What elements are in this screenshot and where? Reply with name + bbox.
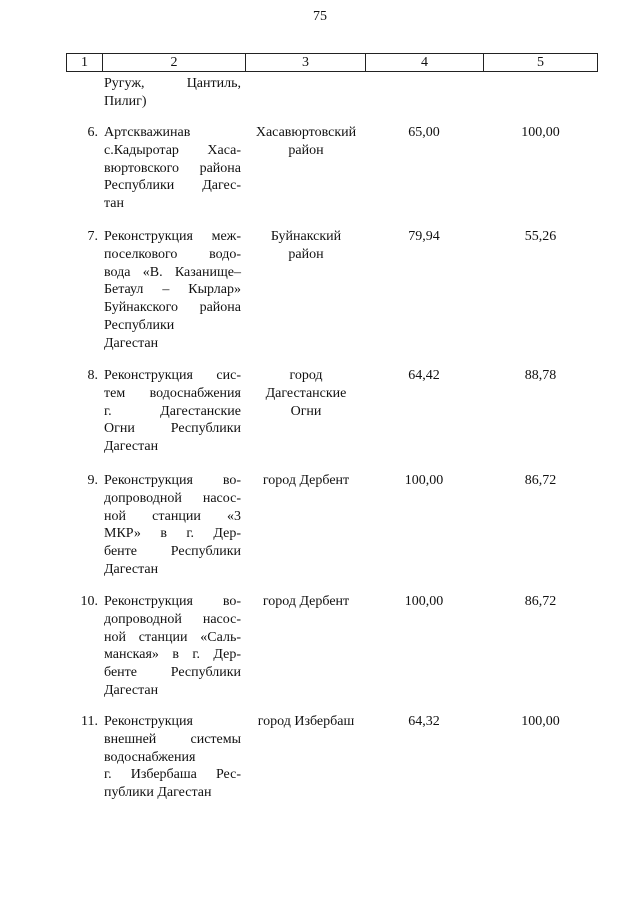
object-name-line: г. Избербаша Рес- xyxy=(104,767,241,783)
object-name-line: внешней системы xyxy=(104,731,241,747)
column-header-5: 5 xyxy=(484,54,598,72)
object-name-line: ной станции «Саль- xyxy=(104,629,241,645)
object-name-line: Реконструкция xyxy=(104,714,193,729)
object-name-line: манская» в г. Дер- xyxy=(104,647,241,663)
district xyxy=(246,124,366,160)
column-header-3: 3 xyxy=(246,54,366,72)
object-name-line: ной станции «3 xyxy=(104,508,241,524)
district-line: город Избербаш xyxy=(257,714,355,729)
object-name-line: бенте Республики xyxy=(104,544,241,560)
object-name-line: поселкового водо- xyxy=(104,246,241,262)
column-header-row xyxy=(67,54,598,72)
column-header-1: 1 xyxy=(67,54,103,72)
object-name-line: Пилиг) xyxy=(104,93,147,109)
object-name-line: МКР» в г. Дер- xyxy=(104,526,241,542)
district-line: город xyxy=(289,368,323,383)
object-name-line: водоснабжения xyxy=(104,749,196,765)
object-name-line: Огни Республики xyxy=(104,421,241,437)
object-name-line: Дагестан xyxy=(104,439,159,455)
object-name xyxy=(104,472,241,579)
district-line: район xyxy=(288,246,324,262)
object-name-line: Республики Дагес- xyxy=(104,178,241,194)
column-header-4: 4 xyxy=(366,54,484,72)
object-name-line: Дагестан xyxy=(104,335,159,351)
district-line: Дагестанские xyxy=(265,385,347,401)
object-name-line: бенте Республики xyxy=(104,665,241,681)
object-name-line: с.Кадыротар Хаса- xyxy=(104,142,241,158)
object-name-line: Реконструкция во- xyxy=(104,594,241,609)
object-name-line: Реконструкция во- xyxy=(104,473,241,488)
object-name xyxy=(104,593,241,700)
object-name xyxy=(104,124,241,213)
value-col5: 100,00 xyxy=(521,125,560,140)
district xyxy=(246,593,366,611)
row-number: 11. xyxy=(81,714,98,729)
value-col4: 100,00 xyxy=(404,473,444,488)
value-col5: 55,26 xyxy=(524,229,557,244)
district-line: Буйнакский xyxy=(270,229,342,244)
object-name xyxy=(104,367,241,456)
district-line: город Дербент xyxy=(262,594,350,609)
district xyxy=(246,472,366,490)
object-name-line: допроводной насос- xyxy=(104,490,241,506)
page-number: 75 xyxy=(313,9,327,24)
value-col5: 86,72 xyxy=(524,594,557,609)
district xyxy=(246,713,366,731)
object-name-line: Артскважинав xyxy=(104,125,191,140)
district-line: Огни xyxy=(290,403,322,419)
column-header-2: 2 xyxy=(103,54,246,72)
object-name-line: г. Дагестанские xyxy=(104,403,241,419)
object-name-line: Реконструкция сис- xyxy=(104,368,241,383)
object-name-line: Реконструкция меж- xyxy=(104,229,241,244)
row-number: 9. xyxy=(87,473,98,488)
object-name-line: вюртовского района xyxy=(104,160,241,176)
object-name-line: Дагестан xyxy=(104,561,159,577)
row-number: 10. xyxy=(80,594,98,609)
district xyxy=(246,367,366,420)
object-name-line: Дагестан xyxy=(104,682,159,698)
district-line: район xyxy=(288,142,324,158)
district-line: Хасавюртовский xyxy=(255,125,357,140)
value-col5: 88,78 xyxy=(524,368,557,383)
object-name xyxy=(104,75,241,111)
object-name-line: вода «В. Казанище– xyxy=(104,264,241,280)
value-col4: 64,42 xyxy=(408,368,440,383)
value-col4: 64,32 xyxy=(408,714,440,729)
object-name-line: Республики xyxy=(104,317,175,333)
value-col5: 100,00 xyxy=(521,714,560,729)
object-name-line: Буйнакского района xyxy=(104,300,241,316)
object-name-line: публики Дагестан xyxy=(104,785,212,801)
object-name-line: тем водоснабжения xyxy=(104,385,241,401)
row-number: 8. xyxy=(87,368,98,383)
row-number: 6. xyxy=(87,125,98,140)
object-name-line: Бетаул – Кырлар» xyxy=(104,282,241,298)
district xyxy=(246,228,366,264)
object-name xyxy=(104,713,241,802)
object-name-line: тан xyxy=(104,196,124,212)
object-name xyxy=(104,228,241,353)
value-col4: 100,00 xyxy=(404,594,444,609)
row-number: 7. xyxy=(87,229,98,244)
object-name-line: допроводной насос- xyxy=(104,611,241,627)
object-name-line: Ругуж, Цантиль, xyxy=(104,76,241,91)
column-header-table xyxy=(66,53,598,72)
value-col5: 86,72 xyxy=(524,473,557,488)
value-col4: 79,94 xyxy=(408,229,440,244)
value-col4: 65,00 xyxy=(408,125,440,140)
district-line: город Дербент xyxy=(262,473,350,488)
